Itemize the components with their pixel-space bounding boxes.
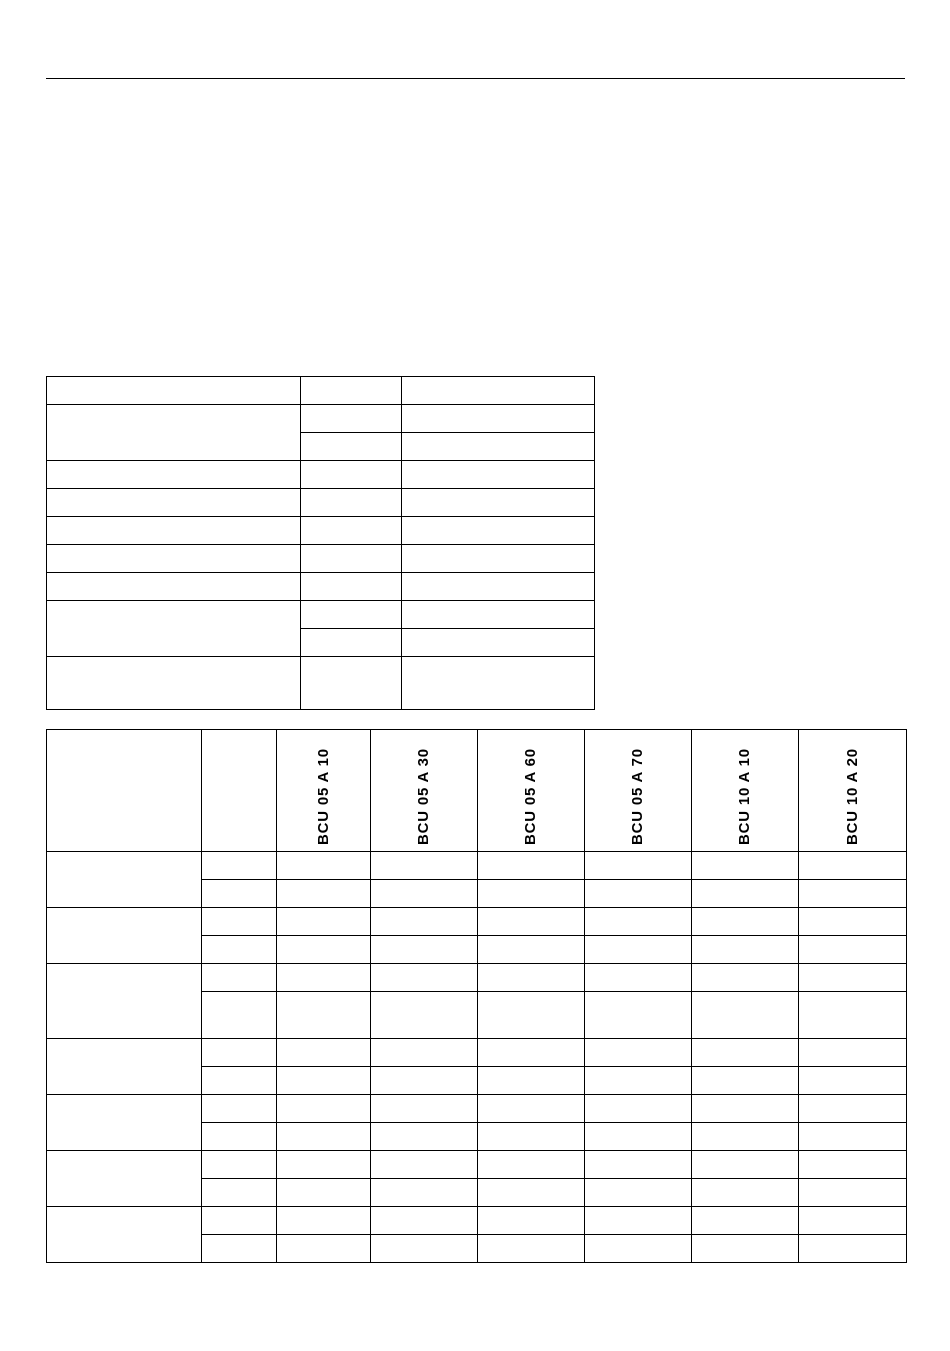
model-cell <box>478 1151 585 1179</box>
model-cell <box>478 936 585 964</box>
model-cell <box>202 908 277 936</box>
spec-cell <box>301 545 402 573</box>
model-cell <box>585 1179 692 1207</box>
model-cell <box>202 880 277 908</box>
model-cell <box>799 880 907 908</box>
spec-cell <box>301 601 402 629</box>
model-cell <box>371 1235 478 1263</box>
model-cell <box>692 908 799 936</box>
model-cell <box>277 880 371 908</box>
model-cell <box>585 1039 692 1067</box>
model-cell <box>371 1095 478 1123</box>
model-group-label <box>47 1151 202 1207</box>
model-row <box>47 1151 907 1179</box>
model-header-row <box>47 730 907 852</box>
spec-row <box>47 573 595 601</box>
spec-table <box>46 376 595 710</box>
model-name: BCU 05 A 60 <box>522 748 539 845</box>
model-cell <box>692 1039 799 1067</box>
model-cell <box>799 1067 907 1095</box>
spec-cell <box>301 573 402 601</box>
model-row <box>47 852 907 880</box>
model-name: BCU 05 A 30 <box>415 748 432 845</box>
model-cell <box>202 964 277 992</box>
model-cell <box>799 852 907 880</box>
model-cell <box>585 1207 692 1235</box>
model-cell <box>692 1095 799 1123</box>
model-cell <box>371 880 478 908</box>
spec-cell <box>301 433 402 461</box>
model-cell <box>371 936 478 964</box>
model-group-label <box>47 964 202 1039</box>
model-cell <box>277 908 371 936</box>
spec-cell <box>47 489 301 517</box>
model-cell <box>202 1039 277 1067</box>
model-cell <box>585 964 692 992</box>
model-cell <box>478 1123 585 1151</box>
model-cell <box>277 852 371 880</box>
model-cell <box>692 880 799 908</box>
spec-cell <box>301 377 402 405</box>
spec-cell <box>301 657 402 710</box>
model-cell <box>478 852 585 880</box>
model-cell <box>277 936 371 964</box>
model-group-label <box>47 1039 202 1095</box>
model-cell <box>478 880 585 908</box>
spec-cell <box>301 517 402 545</box>
model-header-cell <box>277 730 371 852</box>
spec-header-row <box>47 377 595 405</box>
model-cell <box>202 992 277 1039</box>
model-cell <box>478 1207 585 1235</box>
model-group-label <box>47 908 202 964</box>
model-cell <box>585 852 692 880</box>
model-cell <box>585 1235 692 1263</box>
model-cell <box>799 1207 907 1235</box>
model-cell <box>799 1151 907 1179</box>
model-cell <box>202 1151 277 1179</box>
model-cell <box>371 1179 478 1207</box>
model-header-cell <box>692 730 799 852</box>
spec-cell <box>402 601 595 629</box>
model-cell <box>202 1067 277 1095</box>
model-row <box>47 1095 907 1123</box>
model-header-cell <box>478 730 585 852</box>
model-cell <box>692 992 799 1039</box>
model-cell <box>585 936 692 964</box>
model-name: BCU 10 A 20 <box>843 748 861 845</box>
model-table <box>46 729 907 1263</box>
model-cell <box>799 908 907 936</box>
model-cell <box>371 852 478 880</box>
model-cell <box>277 1151 371 1179</box>
model-cell <box>799 992 907 1039</box>
spec-cell <box>402 433 595 461</box>
spec-row <box>47 657 595 710</box>
spec-cell <box>47 517 301 545</box>
model-group-label <box>47 1207 202 1263</box>
spec-cell <box>402 629 595 657</box>
model-cell <box>277 1207 371 1235</box>
model-cell <box>585 880 692 908</box>
model-cell <box>799 936 907 964</box>
model-cell <box>371 908 478 936</box>
spec-row <box>47 461 595 489</box>
model-cell <box>277 1039 371 1067</box>
spec-row <box>47 405 595 433</box>
model-cell <box>202 936 277 964</box>
model-cell <box>277 964 371 992</box>
spec-cell <box>47 461 301 489</box>
spec-cell <box>47 545 301 573</box>
model-cell <box>478 1039 585 1067</box>
model-header-blank <box>202 730 277 852</box>
model-cell <box>585 1151 692 1179</box>
spec-cell <box>402 545 595 573</box>
spec-cell <box>402 377 595 405</box>
model-cell <box>371 1207 478 1235</box>
model-cell <box>478 1095 585 1123</box>
spec-cell <box>47 601 301 657</box>
model-header-blank <box>47 730 202 852</box>
spec-row <box>47 517 595 545</box>
model-cell <box>478 992 585 1039</box>
model-cell <box>371 964 478 992</box>
model-cell <box>202 1235 277 1263</box>
model-cell <box>692 852 799 880</box>
model-cell <box>371 1151 478 1179</box>
model-cell <box>692 1179 799 1207</box>
model-cell <box>371 992 478 1039</box>
model-cell <box>202 852 277 880</box>
model-row <box>47 1039 907 1067</box>
model-cell <box>692 964 799 992</box>
model-group-label <box>47 852 202 908</box>
model-cell <box>202 1095 277 1123</box>
model-cell <box>799 1235 907 1263</box>
model-cell <box>478 964 585 992</box>
spec-cell <box>402 405 595 433</box>
spec-cell <box>402 517 595 545</box>
spec-cell <box>402 657 595 710</box>
model-cell <box>277 1123 371 1151</box>
spec-cell <box>301 461 402 489</box>
model-cell <box>585 1067 692 1095</box>
model-cell <box>478 1179 585 1207</box>
model-cell <box>277 1095 371 1123</box>
spec-cell <box>301 489 402 517</box>
model-cell <box>692 1235 799 1263</box>
model-cell <box>692 1151 799 1179</box>
model-name: BCU 10 A 10 <box>736 748 753 845</box>
header-rule <box>46 78 905 79</box>
spec-cell <box>402 489 595 517</box>
spec-row <box>47 489 595 517</box>
spec-cell <box>47 657 301 710</box>
model-row <box>47 964 907 992</box>
spec-row <box>47 545 595 573</box>
spec-cell <box>47 573 301 601</box>
model-cell <box>371 1067 478 1095</box>
model-row <box>47 1207 907 1235</box>
model-cell <box>371 1123 478 1151</box>
model-cell <box>799 1039 907 1067</box>
model-cell <box>799 1095 907 1123</box>
model-cell <box>585 1095 692 1123</box>
spec-cell <box>402 461 595 489</box>
model-name: BCU 05 A 10 <box>314 748 332 845</box>
model-cell <box>799 1123 907 1151</box>
model-cell <box>585 1123 692 1151</box>
model-row <box>47 908 907 936</box>
spec-cell <box>301 405 402 433</box>
spec-cell <box>402 573 595 601</box>
model-cell <box>585 992 692 1039</box>
model-cell <box>277 1179 371 1207</box>
spec-row <box>47 601 595 629</box>
model-cell <box>692 936 799 964</box>
spec-cell <box>47 405 301 461</box>
model-cell <box>799 964 907 992</box>
model-header-cell <box>585 730 692 852</box>
spec-cell <box>301 629 402 657</box>
model-cell <box>478 1235 585 1263</box>
model-header-cell <box>799 730 907 852</box>
model-header-cell <box>371 730 478 852</box>
model-cell <box>277 1067 371 1095</box>
spec-cell <box>47 377 301 405</box>
model-cell <box>371 1039 478 1067</box>
model-cell <box>202 1123 277 1151</box>
model-cell <box>478 908 585 936</box>
model-cell <box>692 1207 799 1235</box>
model-cell <box>478 1067 585 1095</box>
model-cell <box>692 1067 799 1095</box>
model-cell <box>692 1123 799 1151</box>
model-cell <box>799 1179 907 1207</box>
model-cell <box>277 992 371 1039</box>
model-name: BCU 05 A 70 <box>629 748 646 845</box>
model-group-label <box>47 1095 202 1151</box>
model-cell <box>202 1179 277 1207</box>
model-cell <box>277 1235 371 1263</box>
model-cell <box>202 1207 277 1235</box>
model-cell <box>585 908 692 936</box>
